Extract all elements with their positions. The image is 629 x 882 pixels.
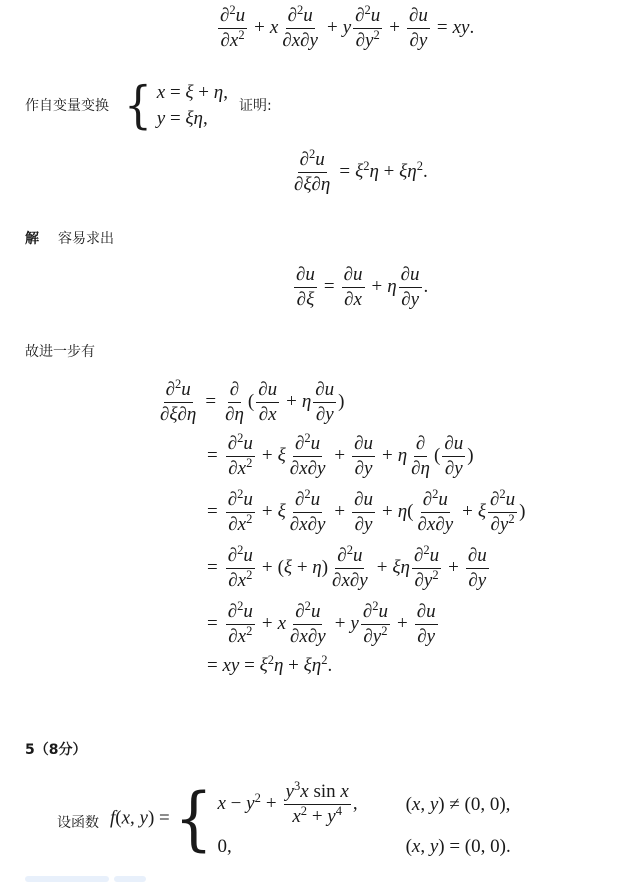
solution-label: 解	[25, 231, 39, 247]
text-easy-to-find: 容易求出	[58, 231, 114, 247]
text-variable-change: 作自变量变换	[25, 98, 109, 114]
derivation-line-5: = $\frac{\partial^2u}{\partial x^2}$ + x $\frac{\partial^2u}{\partial x\partial y}$ + y $\frac{\partial^2u}{\partial y^2}$ + $\frac{\partial u}{\partial y}$	[207, 599, 436, 647]
bottom-bar-left	[25, 876, 109, 882]
derivation-line-6: = xy = $\xi^2\eta + \xi\eta^2$.	[207, 653, 333, 676]
piecewise-function: f(x, y) = { $x - y^2$ + $\frac{y^3x \sin x}{x^2 + y^4}$ , (x, y) ≠ (0, 0), 0, (x, y) = (0, 0).	[110, 778, 511, 860]
bottom-bar-right	[114, 876, 146, 882]
text-further: 故进一步有	[25, 344, 95, 360]
text-define-function: 设函数	[57, 815, 99, 831]
derivation-line-2: = $\frac{\partial^2u}{\partial x^2}$ + ξ $\frac{\partial^2u}{\partial x\partial y}$ + $\frac{\partial u}{\partial y}$ + η $\frac{\partial}{\partial\eta}$ ( $\frac{\partial u}{\partial y}$ )	[207, 431, 474, 479]
equation-first-derivative: $\frac{\partial u}{\partial\xi}$ = $\frac{\partial u}{\partial x}$ + η $\frac{\partial u}{\partial y}$ .	[296, 264, 429, 310]
derivation-line-1: $\frac{\partial^2u}{\partial\xi\partial\eta}$ = $\frac{\partial}{\partial\eta}$ ( $\frac{\partial u}{\partial x}$ + η $\frac{\partial u}{\partial y}$ )	[160, 377, 345, 425]
problem-number: 5（8分）	[25, 742, 87, 758]
equation-claim: $\frac{\partial^2u}{\partial\xi\partial\eta}$ = $\xi^2\eta + \xi\eta^2$.	[294, 147, 428, 195]
equation-pde: $\frac{\partial^2u}{\partial x^2}$ + x $\frac{\partial^2u}{\partial x\partial y}$ + y $\frac{\partial^2u}{\partial y^2}$ + $\frac{\partial u}{\partial y}$ = xy.	[220, 3, 475, 51]
derivation-line-4: = $\frac{\partial^2u}{\partial x^2}$ + (ξ + η) $\frac{\partial^2u}{\partial x\partial y}$ + ξη $\frac{\partial^2u}{\partial y^2}$ + $\frac{\partial u}{\partial y}$	[207, 543, 487, 591]
derivation-line-3: = $\frac{\partial^2u}{\partial x^2}$ + ξ $\frac{\partial^2u}{\partial x\partial y}$ + $\frac{\partial u}{\partial y}$ + η( $\frac{\partial^2u}{\partial x\partial y}$ + ξ $\frac{\partial^2u}{\partial y^2}$ )	[207, 487, 526, 535]
text-prove: 证明:	[239, 98, 272, 114]
transform-system: { x = ξ + η, y = ξη,	[124, 75, 228, 135]
